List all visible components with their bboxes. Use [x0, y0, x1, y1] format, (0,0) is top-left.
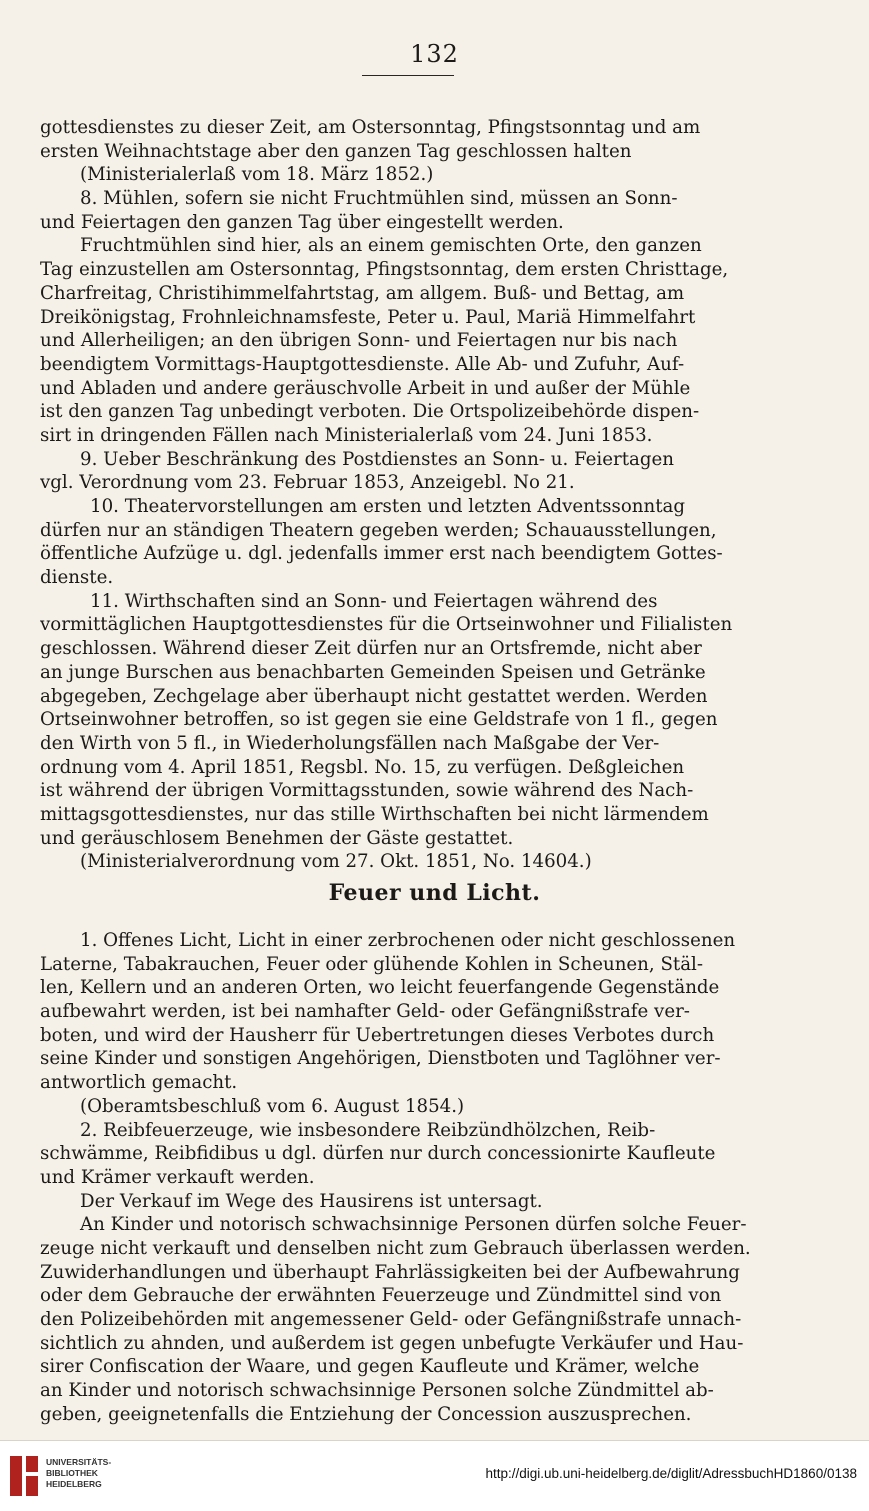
logo-line-1: UNIVERSITÄTS-: [46, 1457, 112, 1467]
text-line: zeuge nicht verkauft und denselben nicht zum Gebrauch überlassen werden.: [40, 1237, 751, 1259]
text-line: und Feiertagen den ganzen Tag über eingestellt werden.: [40, 211, 564, 233]
text-line: abgegeben, Zechgelage aber überhaupt nicht gestattet werden. Werden: [40, 685, 708, 707]
text-line: 8. Mühlen, sofern sie nicht Fruchtmühlen sind, müssen an Sonn-: [80, 188, 678, 210]
text-line: geben, geeignetenfalls die Entziehung der Concession auszusprechen.: [40, 1403, 692, 1425]
text-line: len, Kellern und an anderen Orten, wo leicht feuerfangende Gegenstände: [40, 977, 720, 999]
text-line: sirer Confiscation der Waare, und gegen Kaufleute und Krämer, welche: [40, 1356, 700, 1378]
text-block-fire-and-light: [40, 929, 830, 1426]
text-block-sunday-rules: [40, 116, 830, 874]
text-line: dürfen nur an ständigen Theatern gegeben werden; Schauausstellungen,: [40, 519, 717, 541]
section-heading: Feuer und Licht.: [328, 880, 541, 906]
text-line: und Abladen und andere geräuschvolle Arbeit in und außer der Mühle: [40, 377, 691, 399]
text-line: seine Kinder und sonstigen Angehörigen, Dienstboten und Taglöhner ver-: [40, 1048, 721, 1070]
text-line: oder dem Gebrauche der erwähnten Feuerzeuge und Zündmittel sind von: [40, 1285, 722, 1307]
text-line: und geräuschlosem Benehmen der Gäste gestattet.: [40, 827, 514, 849]
text-line: antwortlich gemacht.: [40, 1072, 238, 1094]
logo-line-2: BIBLIOTHEK: [46, 1468, 98, 1478]
text-line: beendigtem Vormittags-Hauptgottesdienste. Alle Ab- und Zufuhr, Auf-: [40, 353, 685, 375]
text-line: 10. Theatervorstellungen am ersten und letzten Adventssonntag: [90, 496, 686, 517]
text-line: Dreikönigstag, Frohnleichnamsfeste, Peter u. Paul, Mariä Himmelfahrt: [40, 306, 696, 328]
text-line: ersten Weihnachtstage aber den ganzen Tag geschlossen halten: [40, 140, 632, 162]
text-line: Charfreitag, Christihimmelfahrtstag, am allgem. Buß- und Bettag, am: [40, 282, 685, 304]
text-line: an junge Burschen aus benachbarten Gemeinden Speisen und Getränke: [40, 661, 706, 683]
text-line: boten, und wird der Hausherr für Uebertretungen dieses Verbotes durch: [40, 1024, 715, 1046]
text-line: (Ministerialerlaß vom 18. März 1852.): [80, 164, 434, 186]
text-line: 9. Ueber Beschränkung des Postdienstes an Sonn- u. Feiertagen: [80, 448, 674, 470]
text-line: aufbewahrt werden, ist bei namhafter Geld- oder Gefängnißstrafe ver-: [40, 1001, 690, 1023]
text-line: Zuwiderhandlungen und überhaupt Fahrlässigkeiten bei der Aufbewahrung: [40, 1261, 740, 1283]
text-line: an Kinder und notorisch schwachsinnige Personen solche Zündmittel ab-: [40, 1380, 714, 1402]
text-line: und Krämer verkauft werden.: [40, 1166, 315, 1188]
text-line: (Oberamtsbeschluß vom 6. August 1854.): [80, 1095, 465, 1117]
source-url[interactable]: http://digi.ub.uni-heidelberg.de/diglit/AdressbuchHD1860/0138: [485, 1466, 857, 1481]
text-line: 1. Offenes Licht, Licht in einer zerbrochenen oder nicht geschlossenen: [80, 930, 736, 951]
text-line: geschlossen. Während dieser Zeit dürfen nur an Ortsfremde, nicht aber: [40, 638, 702, 660]
text-line: und Allerheiligen; an den übrigen Sonn- und Feiertagen nur bis nach: [40, 330, 678, 352]
page-number: 132: [410, 40, 459, 68]
text-line: sirt in dringenden Fällen nach Ministerialerlaß vom 24. Juni 1853.: [40, 424, 653, 446]
university-library-logo-icon: [8, 1454, 40, 1498]
text-line: Der Verkauf im Wege des Hausirens ist untersagt.: [80, 1190, 543, 1212]
text-line: den Wirth von 5 fl., in Wiederholungsfällen nach Maßgabe der Ver-: [40, 732, 660, 754]
text-line: (Ministerialverordnung vom 27. Okt. 1851, No. 14604.): [80, 851, 592, 873]
text-line: 2. Reibfeuerzeuge, wie insbesondere Reibzündhölzchen, Reib-: [80, 1119, 656, 1141]
text-line: 11. Wirthschaften sind an Sonn- und Feiertagen während des: [90, 590, 658, 612]
text-line: Fruchtmühlen sind hier, als an einem gemischten Orte, den ganzen: [80, 235, 702, 257]
text-line: ordnung vom 4. April 1851, Regsbl. No. 15, zu verfügen. Deßgleichen: [40, 756, 685, 778]
text-line: dienste.: [40, 567, 114, 589]
logo-block: [10, 1456, 22, 1496]
text-line: Tag einzustellen am Ostersonntag, Pfingstsonntag, dem ersten Christtage,: [40, 259, 729, 281]
text-line: mittagsgottesdienstes, nur das stille Wirthschaften bei nicht lärmendem: [40, 803, 709, 825]
text-line: ist während der übrigen Vormittagsstunden, sowie während des Nach-: [40, 780, 694, 802]
text-line: gottesdienstes zu dieser Zeit, am Ostersonntag, Pfingstsonntag und am: [40, 117, 701, 138]
text-line: schwämme, Reibfidibus u dgl. dürfen nur durch concessionirte Kaufleute: [40, 1143, 716, 1165]
logo-block: [26, 1476, 38, 1496]
logo-block: [26, 1456, 38, 1472]
text-line: vormittäglichen Hauptgottesdienstes für die Ortseinwohner und Filialisten: [40, 614, 733, 636]
text-line: den Polizeibehörden mit angemessener Geld- oder Gefängnißstrafe unnach-: [40, 1309, 742, 1330]
text-line: Ortseinwohner betroffen, so ist gegen sie eine Geldstrafe von 1 fl., gegen: [40, 709, 718, 731]
text-line: Laterne, Tabakrauchen, Feuer oder glühende Kohlen in Scheunen, Stäl-: [40, 953, 704, 975]
text-line: öffentliche Aufzüge u. dgl. jedenfalls immer erst nach beendigtem Gottes-: [40, 543, 723, 565]
text-line: sichtlich zu ahnden, und außerdem ist gegen unbefugte Verkäufer und Hau-: [40, 1332, 744, 1354]
library-logo-text: [46, 1457, 111, 1490]
text-line: An Kinder und notorisch schwachsinnige Personen dürfen solche Feuer-: [80, 1214, 747, 1236]
logo-line-3: HEIDELBERG: [46, 1479, 102, 1489]
text-line: vgl. Verordnung vom 23. Februar 1853, Anzeigebl. No 21.: [40, 472, 575, 494]
page-number-rule: [362, 75, 454, 76]
footer-bar: [0, 1440, 869, 1511]
text-line: ist den ganzen Tag unbedingt verboten. Die Ortspolizeibehörde dispen-: [40, 401, 700, 423]
